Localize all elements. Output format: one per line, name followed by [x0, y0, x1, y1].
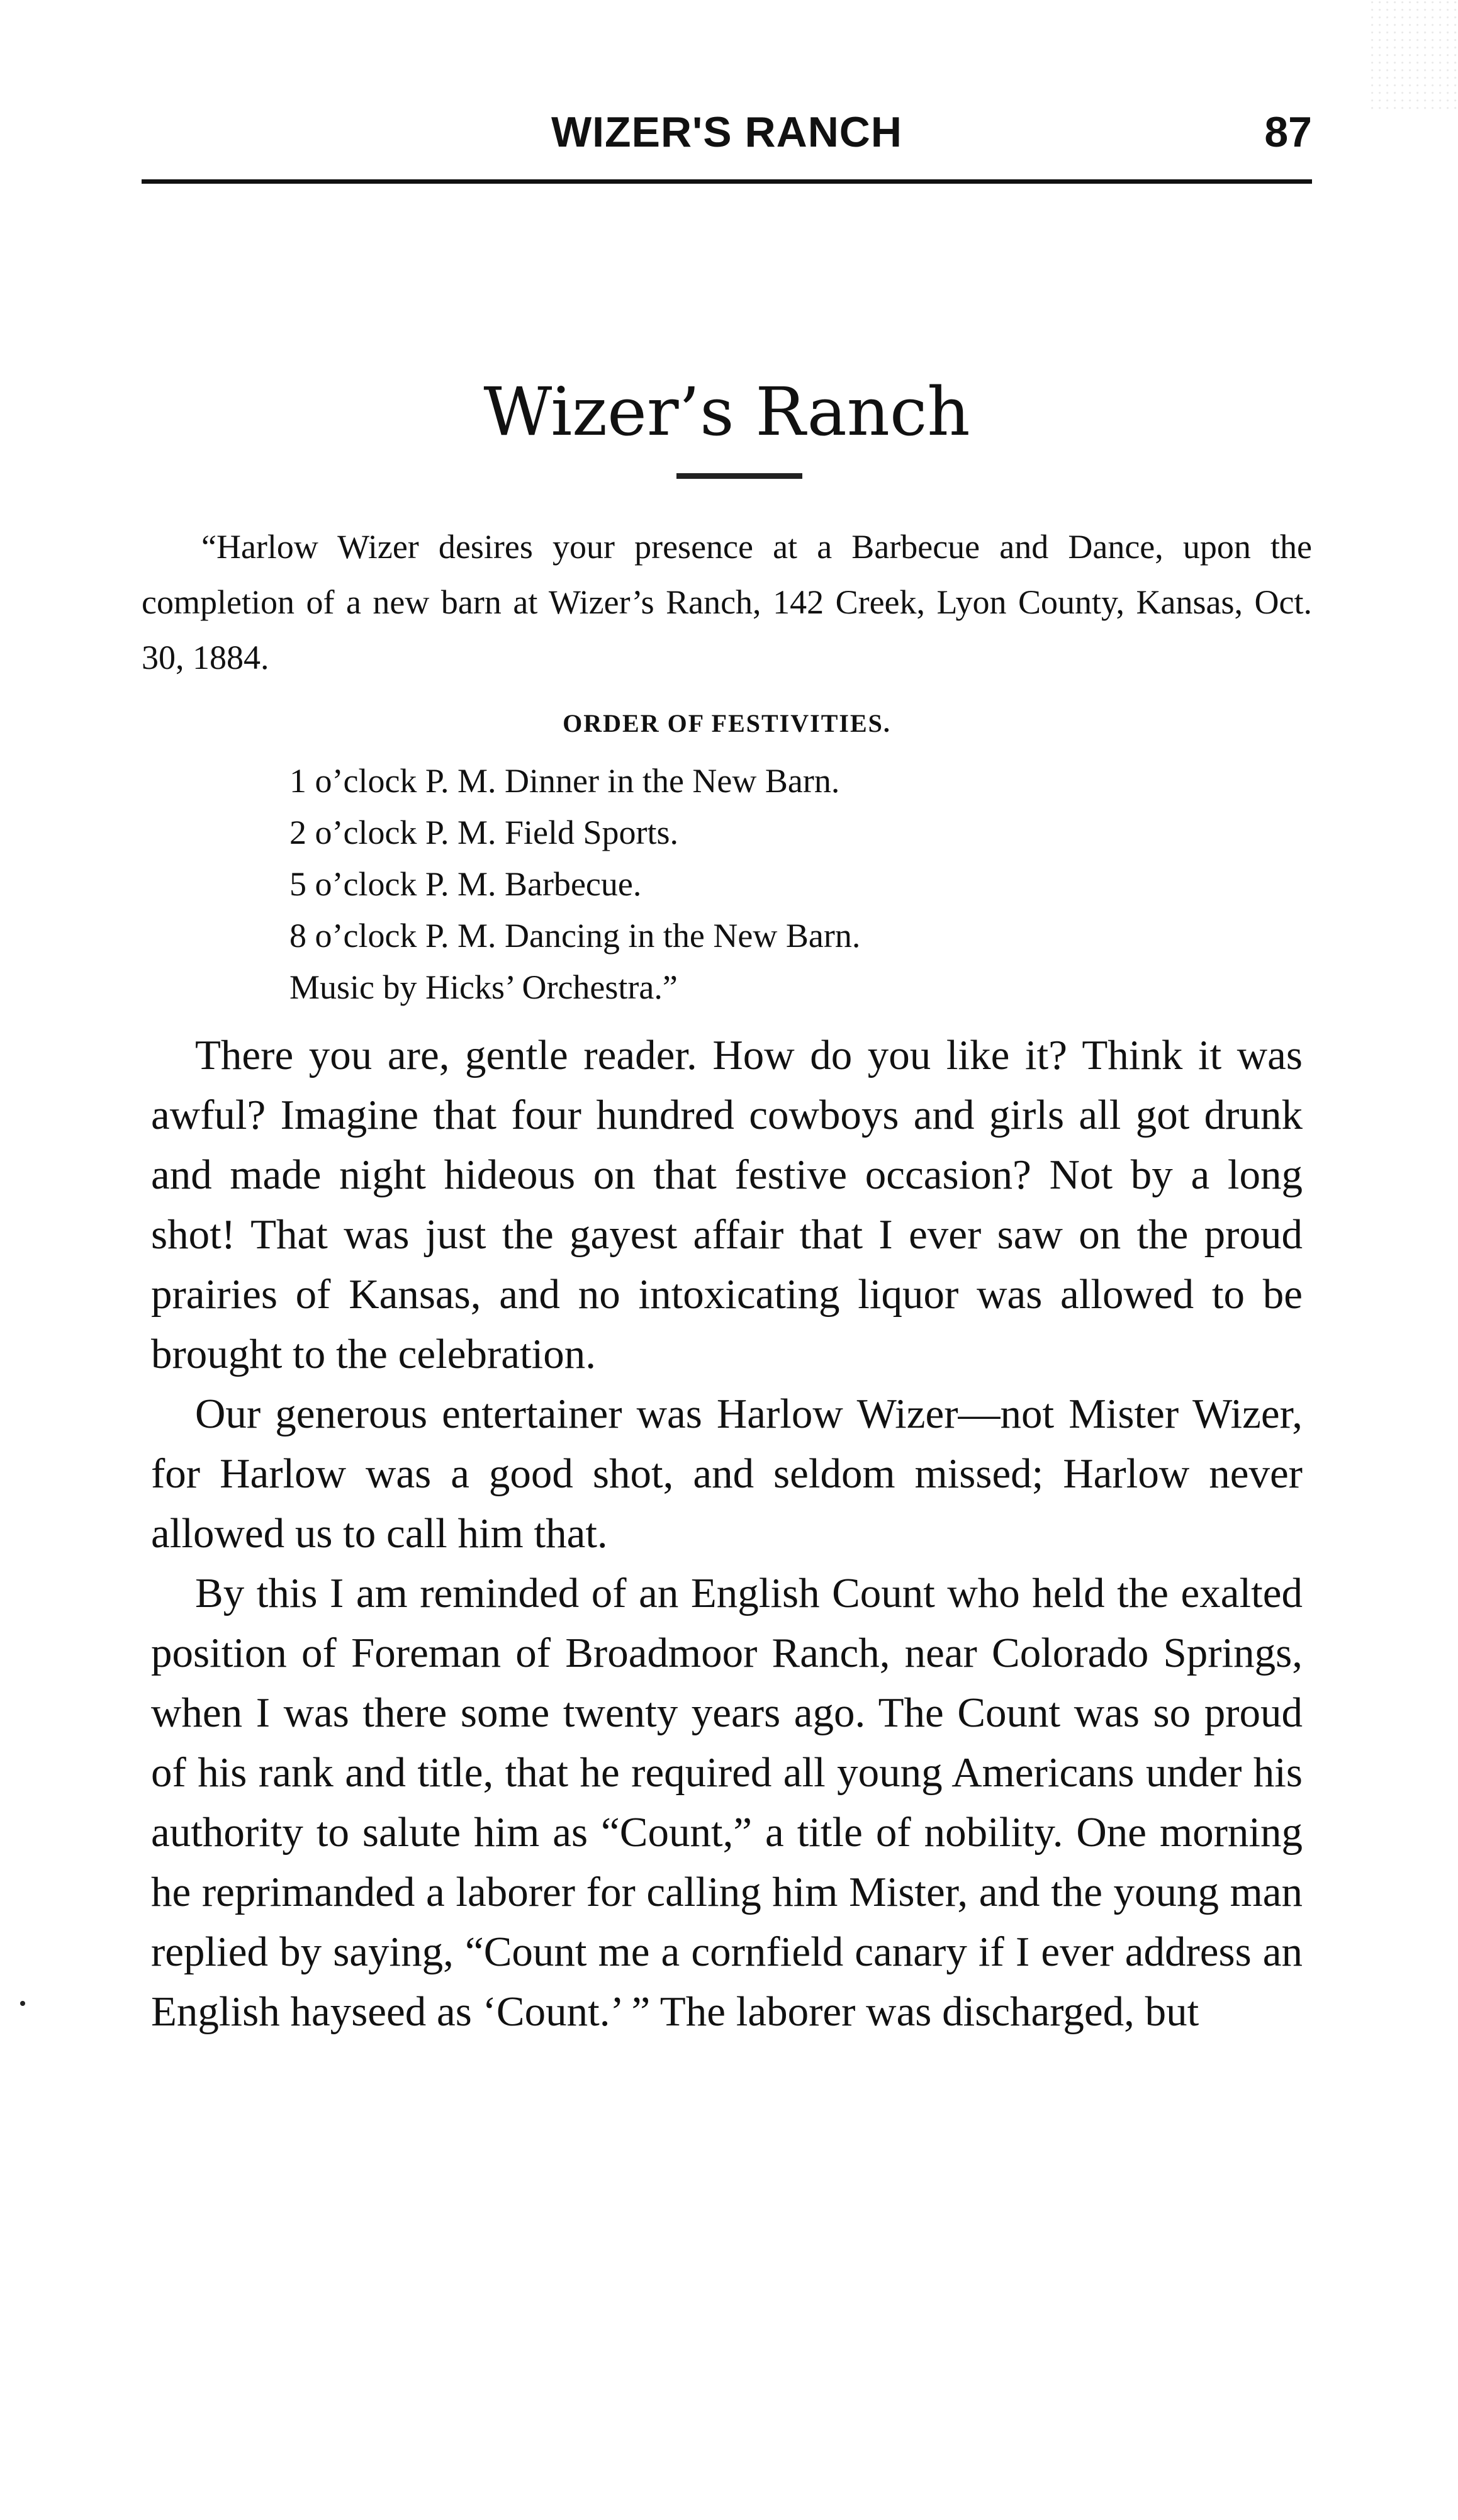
- body-text: [151, 1026, 1303, 2042]
- paragraph: Our generous entertainer was Harlow Wizer—not Mister Wizer, for Harlow was a good shot, and seldom missed; Harlow never allowed us to call him that.: [151, 1391, 1303, 1557]
- schedule-time: 5 o’clock P. M.: [289, 865, 496, 903]
- schedule-event: Barbecue.: [504, 865, 642, 903]
- invitation-text: “Harlow Wizer desires your presence at a Barbecue and Dance, upon the completion of a new barn at Wizer’s Ranch, 142 Creek, Lyon County, Kansas, Oct. 30, 1884.: [142, 528, 1312, 676]
- schedule-event: Dancing in the New Barn.: [504, 917, 861, 955]
- schedule-list: [289, 755, 1296, 1013]
- header-rule: [142, 179, 1312, 184]
- chapter-title: Wizer’s Ranch: [483, 373, 970, 451]
- schedule-item: [289, 858, 1296, 910]
- running-title: WIZER'S RANCH: [551, 108, 903, 156]
- paper-speckle: [1370, 0, 1458, 113]
- running-head: [142, 104, 1312, 160]
- schedule-time: 8 o’clock P. M.: [289, 917, 496, 955]
- schedule-item: [289, 807, 1296, 858]
- paragraph: There you are, gentle reader. How do you like it? Think it was awful? Imagine that four hundred cowboys and girls all got drunk and made night hideous on that festive occasion? Not by a long shot! That was just the gayest affair that I ever saw on the proud prairies of Kansas, and no intoxicating liquor was allowed to be brought to the celebration.: [151, 1032, 1303, 1377]
- schedule-item: [289, 910, 1296, 961]
- ink-speck: [20, 2001, 25, 2006]
- schedule-closing: Music by Hicks’ Orchestra.”: [289, 968, 678, 1006]
- schedule-event: Dinner in the New Barn.: [504, 762, 840, 800]
- page-number: 87: [1264, 108, 1312, 156]
- paragraph: By this I am reminded of an English Count who held the exalted position of Foreman of Broadmoor Ranch, near Colorado Springs, when I was there some twenty years ago. The Count was so proud of his rank and title, that he required all young Americans under his authority to salute him as “Count,” a title of nobility. One morning he reprimanded a laborer for calling him Mister, and the young man replied by saying, “Count me a cornfield canary if I ever address an English hayseed as ‘Count.’ ” The laborer was discharged, but: [151, 1570, 1303, 2035]
- invitation-block: [142, 519, 1312, 685]
- order-heading: ORDER OF FESTIVITIES.: [563, 709, 891, 737]
- schedule-item: [289, 755, 1296, 807]
- title-ornament: [676, 473, 802, 479]
- schedule-time: 2 o’clock P. M.: [289, 814, 496, 851]
- schedule-time: 1 o’clock P. M.: [289, 762, 496, 800]
- schedule-event: Field Sports.: [504, 814, 679, 851]
